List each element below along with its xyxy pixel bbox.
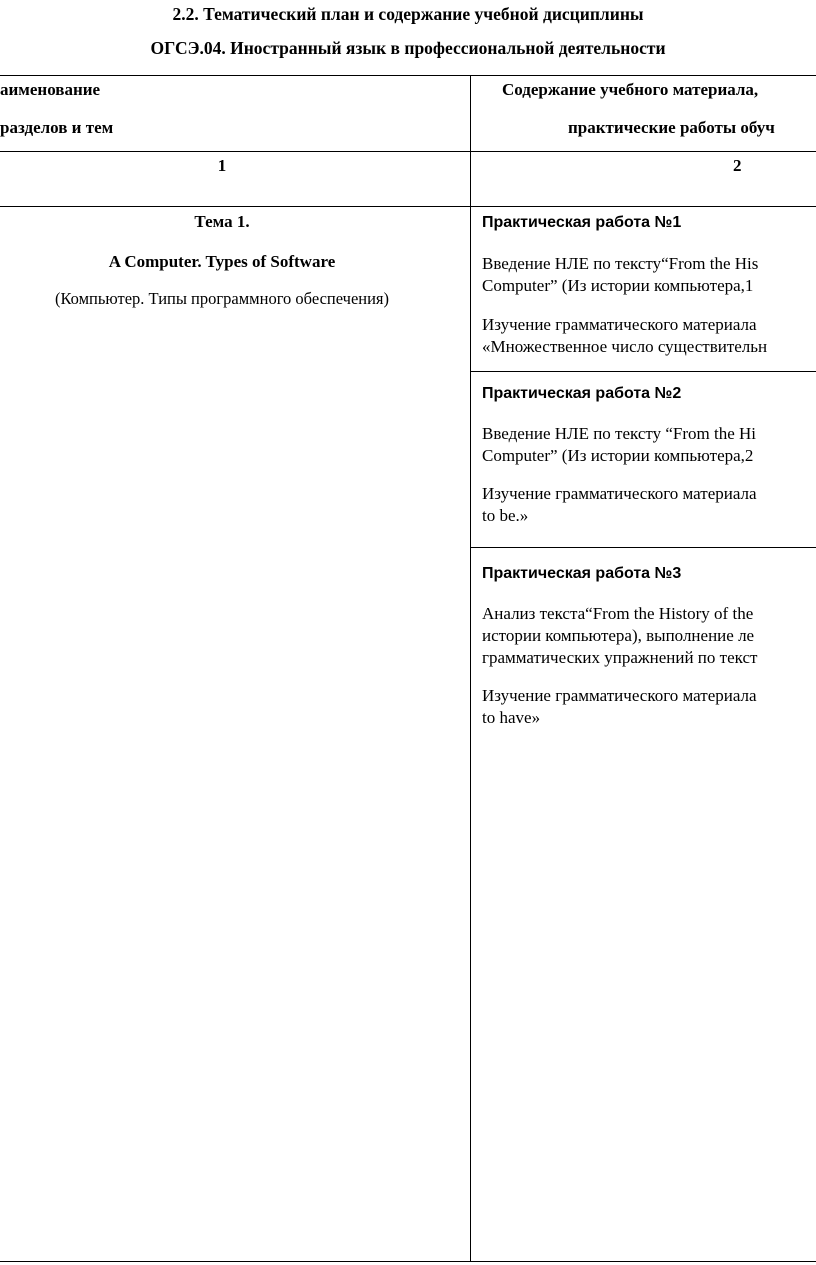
practical-work-3-grammar: Изучение грамматического материала [482,686,757,705]
col1-header-line1: аименование [0,80,101,99]
practical-work-1-grammar: Изучение грамматического материала [482,315,757,334]
practical-work-3-title: Практическая работа №3 [482,565,682,582]
practical-work-2-grammar: to be.» [482,506,529,525]
practical-work-2-grammar: Изучение грамматического материала [482,484,757,503]
column-number-2: 2 [733,156,742,175]
practical-work-3-grammar: to have» [482,708,541,727]
section-divider-2 [471,547,816,548]
document-heading: 2.2. Тематический план и содержание учебной дисциплины [172,4,644,24]
practical-work-2-text: Введение НЛЕ по тексту “From the Hi [482,424,757,443]
header-row-divider [0,151,816,152]
practical-work-1-title: Практическая работа №1 [482,214,682,231]
col2-header-line1: Содержание учебного материала, [502,80,759,99]
practical-work-3-text: истории компьютера), выполнение ле [482,626,755,645]
col1-header-line2: разделов и тем [0,118,114,137]
table-bottom-border [0,1261,816,1262]
practical-work-2-text: Computer” (Из истории компьютера,2 [482,446,754,465]
column-divider [470,75,471,1262]
practical-work-1-text: Введение НЛЕ по тексту“From the His [482,254,759,273]
practical-work-3-text: грамматических упражнений по текст [482,648,758,667]
numbers-row-divider [0,206,816,207]
practical-work-3-text: Анализ текста“From the History of the [482,604,754,623]
column-number-1: 1 [217,156,227,175]
practical-work-1-text: Computer” (Из истории компьютера,1 [482,276,754,295]
practical-work-1-grammar: «Множественное число существительн [482,337,768,356]
topic-title: A Computer. Types of Software [108,252,336,271]
section-divider-1 [471,371,816,372]
topic-subtitle: (Компьютер. Типы программного обеспечения) [54,289,390,308]
practical-work-2-title: Практическая работа №2 [482,385,682,402]
col2-header-line2: практические работы обуч [568,118,775,137]
table-top-border [0,75,816,76]
topic-label: Тема 1. [194,212,250,231]
discipline-title: ОГСЭ.04. Иностранный язык в профессиональной деятельности [150,38,666,58]
